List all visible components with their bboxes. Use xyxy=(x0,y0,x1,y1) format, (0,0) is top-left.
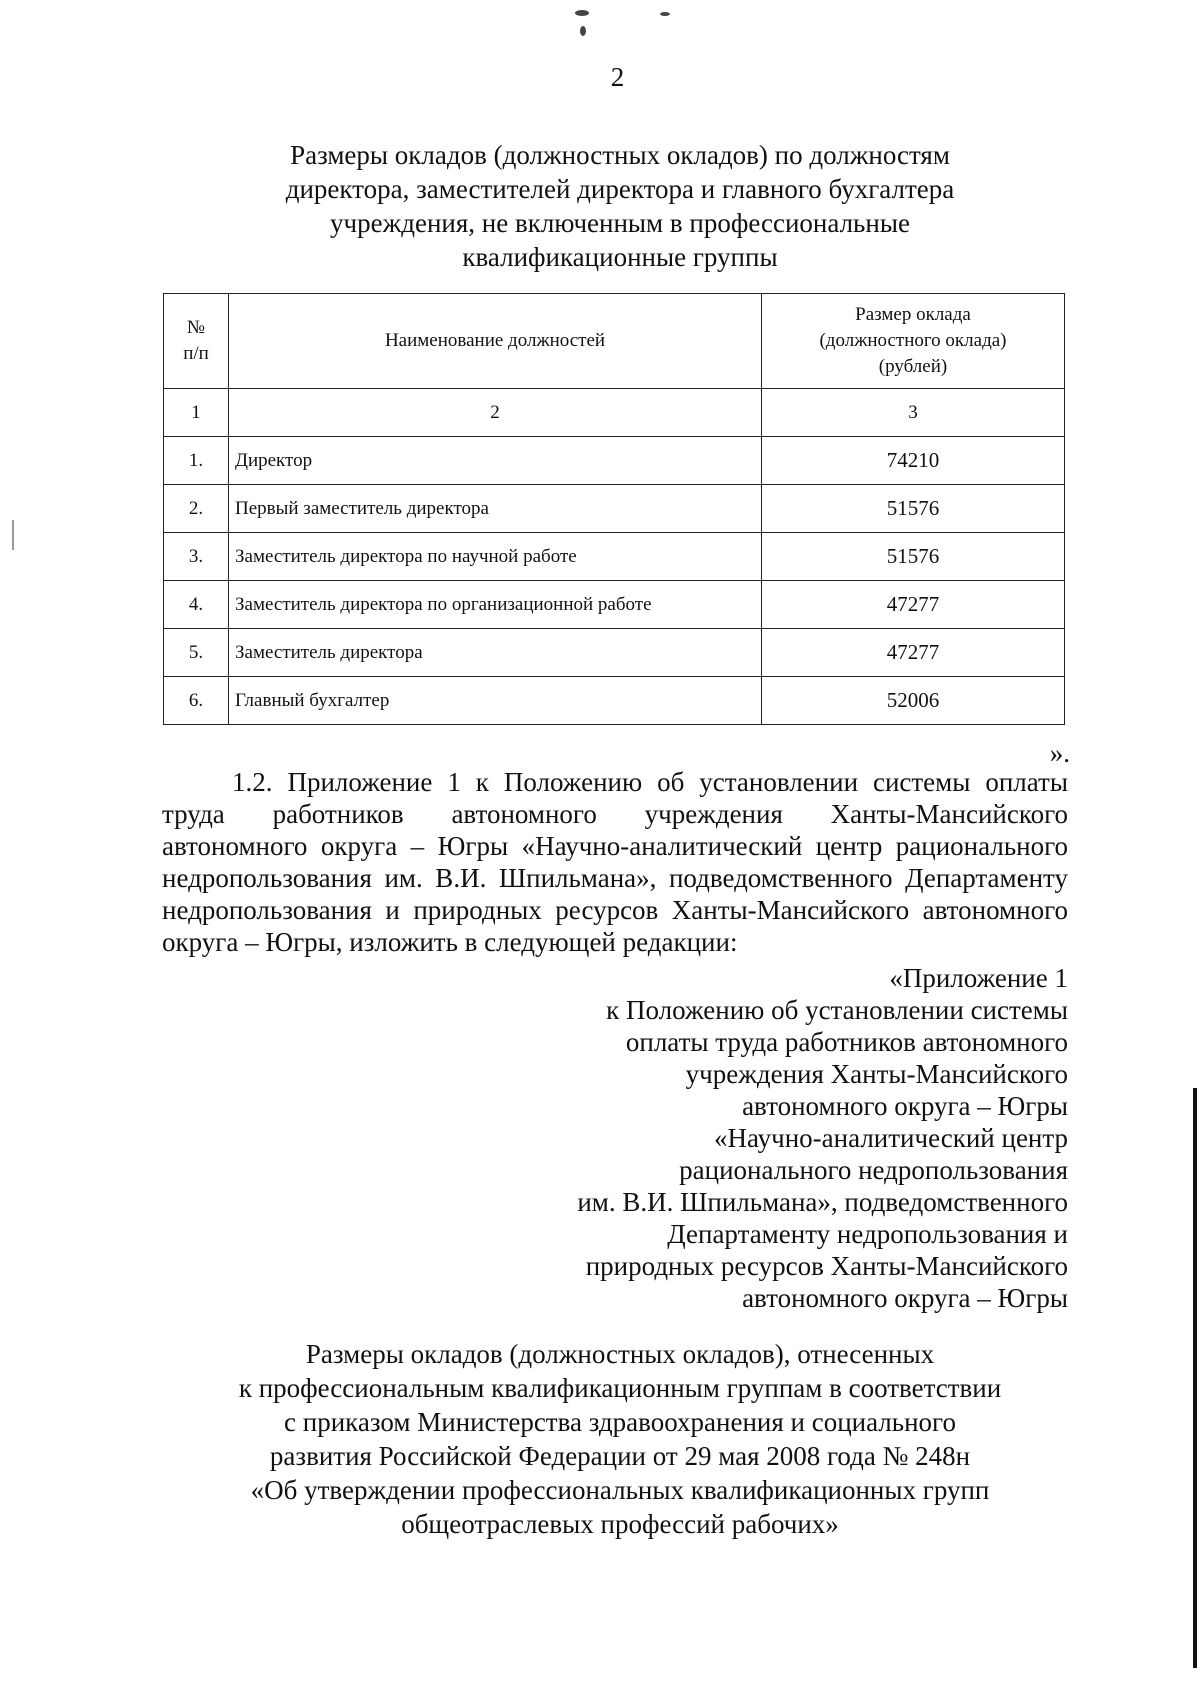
appendix-line: «Приложение 1 xyxy=(889,963,1068,993)
header-salary xyxy=(762,294,1065,389)
table-header-row xyxy=(164,294,1065,389)
salary-value: 47277 xyxy=(762,629,1065,677)
scan-speck xyxy=(580,26,586,36)
title-line: Размеры окладов (должностных окладов), отнесенных xyxy=(305,1339,935,1369)
header-position-name: Наименование должностей xyxy=(229,294,762,389)
title-line: квалификационные группы xyxy=(462,242,778,272)
table-row xyxy=(164,677,1065,725)
paragraph-line: 1.2. Приложение 1 к Положению об установлении системы оплаты xyxy=(232,767,1068,797)
row-number: 1. xyxy=(164,437,229,485)
column-number: 3 xyxy=(762,389,1065,437)
appendix-line: им. В.И. Шпильмана», подведомственного xyxy=(577,1187,1068,1217)
row-number: 5. xyxy=(164,629,229,677)
salary-value: 52006 xyxy=(762,677,1065,725)
appendix-line: Департаменту недропользования и xyxy=(667,1219,1068,1249)
scan-edge-mark xyxy=(1193,1088,1197,1668)
appendix-line: оплаты труда работников автономного xyxy=(625,1027,1068,1057)
appendix-line: автономного округа – Югры xyxy=(742,1283,1068,1313)
header-salary-line: Размер оклада xyxy=(855,304,971,325)
header-number-line: № xyxy=(186,317,206,338)
appendix-line: учреждения Ханты-Мансийского xyxy=(685,1059,1068,1089)
page-number: 2 xyxy=(610,62,625,92)
appendix-line: природных ресурсов Ханты-Мансийского xyxy=(585,1251,1068,1281)
salary-table xyxy=(163,293,1065,725)
row-number: 4. xyxy=(164,581,229,629)
table-row xyxy=(164,629,1065,677)
scan-speck xyxy=(575,10,589,16)
position-name: Заместитель директора по научной работе xyxy=(229,533,762,581)
title-line: «Об утверждении профессиональных квалификационных групп xyxy=(250,1475,990,1505)
title-line: к профессиональным квалификационным группам в соответствии xyxy=(238,1373,1002,1403)
appendix-line: к Положению об установлении системы xyxy=(606,995,1068,1025)
table-row xyxy=(164,437,1065,485)
table-row xyxy=(164,581,1065,629)
section-title-2 xyxy=(150,1337,1090,1541)
paragraph-line: недропользования им. В.И. Шпильмана», подведомственного Департаменту xyxy=(162,863,1068,893)
header-salary-line: (должностного оклада) xyxy=(819,330,1007,351)
title-line: развития Российской Федерации от 29 мая 2008 года № 248н xyxy=(269,1441,971,1471)
salary-value: 74210 xyxy=(762,437,1065,485)
paragraph-line: автономного округа – Югры «Научно-аналитический центр рационального xyxy=(162,831,1068,861)
column-number: 1 xyxy=(164,389,229,437)
row-number: 3. xyxy=(164,533,229,581)
salary-value: 47277 xyxy=(762,581,1065,629)
position-name: Заместитель директора по организационной работе xyxy=(229,581,762,629)
row-number: 2. xyxy=(164,485,229,533)
section-title-1 xyxy=(160,138,1080,274)
title-line: общеотраслевых профессий рабочих» xyxy=(401,1509,839,1539)
appendix-heading xyxy=(480,962,1068,1314)
column-number: 2 xyxy=(229,389,762,437)
appendix-line: «Научно-аналитический центр xyxy=(714,1123,1068,1153)
table-row xyxy=(164,485,1065,533)
position-name: Заместитель директора xyxy=(229,629,762,677)
position-name: Главный бухгалтер xyxy=(229,677,762,725)
column-number-row xyxy=(164,389,1065,437)
table-row xyxy=(164,533,1065,581)
title-line: директора, заместителей директора и главного бухгалтера xyxy=(285,174,955,204)
position-name: Первый заместитель директора xyxy=(229,485,762,533)
salary-value: 51576 xyxy=(762,485,1065,533)
amendment-paragraph xyxy=(162,766,1068,958)
header-number xyxy=(164,294,229,389)
scan-speck xyxy=(660,12,670,16)
position-name: Директор xyxy=(229,437,762,485)
closing-quote: ». xyxy=(1049,738,1070,768)
scan-speck xyxy=(12,520,14,550)
appendix-line: автономного округа – Югры xyxy=(742,1091,1068,1121)
header-salary-line: (рублей) xyxy=(878,356,948,377)
paragraph-line: округа – Югры, изложить в следующей редакции: xyxy=(162,927,738,957)
salary-value: 51576 xyxy=(762,533,1065,581)
paragraph-line: труда работников автономного учреждения Ханты-Мансийского xyxy=(162,799,1068,829)
row-number: 6. xyxy=(164,677,229,725)
appendix-line: рационального недропользования xyxy=(679,1155,1068,1185)
paragraph-line: недропользования и природных ресурсов Ханты-Мансийского автономного xyxy=(162,895,1068,925)
title-line: учреждения, не включенным в профессиональные xyxy=(330,208,910,238)
header-number-line: п/п xyxy=(183,343,209,364)
title-line: с приказом Министерства здравоохранения и социального xyxy=(284,1407,956,1437)
title-line: Размеры окладов (должностных окладов) по должностям xyxy=(290,140,950,170)
